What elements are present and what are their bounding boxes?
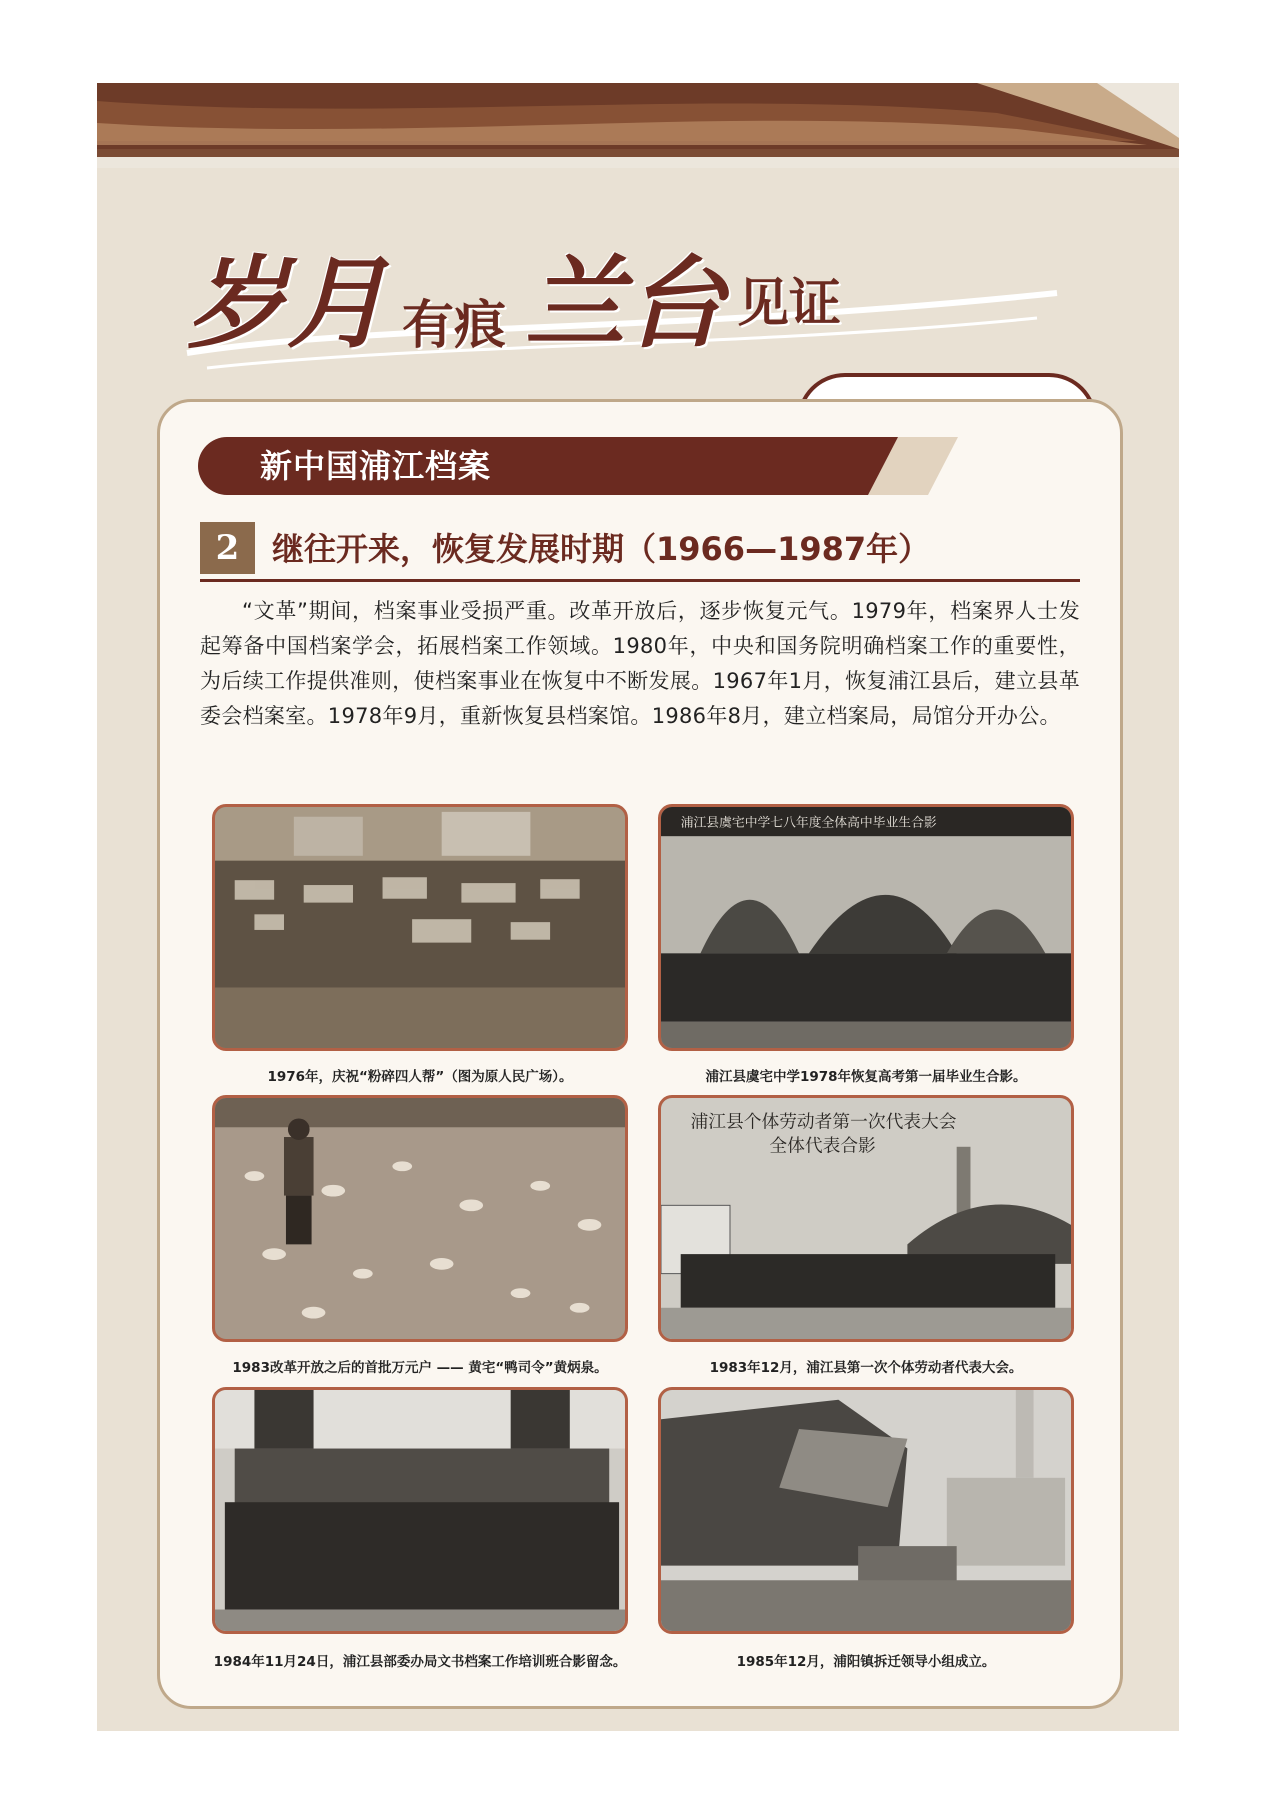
section-subtitle: 继往开来，恢复发展时期（1966—1987年）	[272, 530, 931, 568]
photo-training-class	[212, 1387, 628, 1634]
title-part-2: 有痕	[402, 295, 507, 356]
title-part-4: 见证	[737, 273, 842, 334]
photo-graduates-group	[658, 804, 1074, 1051]
photo-2-inscription: 浦江县虞宅中学七八年度全体高中毕业生合影	[680, 815, 937, 831]
photo-caption: 1984年11月24日，浦江县部委办局文书档案工作培训班合影留念。	[213, 1654, 627, 1670]
photo-caption: 1983改革开放之后的首批万元户 —— 黄宅“鸭司令”黄炳泉。	[232, 1360, 608, 1376]
photo-caption: 1983年12月，浦江县第一次个体劳动者代表大会。	[709, 1360, 1023, 1376]
top-wave-band	[97, 83, 1179, 168]
poster	[97, 83, 1179, 1731]
photo-caption: 1985年12月，浦阳镇拆迁领导小组成立。	[736, 1654, 996, 1670]
title-part-1: 岁月	[187, 244, 387, 362]
photo-demolition-team	[658, 1387, 1074, 1634]
photo-duck-farmer	[212, 1095, 628, 1342]
photo-caption: 浦江县虞宅中学1978年恢复高考第一届毕业生合影。	[705, 1069, 1027, 1085]
title-part-3: 兰台	[525, 244, 725, 362]
photo-delegates-meeting	[658, 1095, 1074, 1342]
subtitle-underline	[200, 579, 1080, 582]
section-title: 新中国浦江档案	[260, 447, 492, 485]
section-number: 2	[200, 522, 255, 574]
photo-caption: 1976年，庆祝“粉碎四人帮”（图为原人民广场）。	[267, 1069, 573, 1085]
content-panel	[157, 399, 1123, 1709]
photo-4-inscription-1: 浦江县个体劳动者第一次代表大会	[690, 1112, 957, 1133]
section-body: “文革”期间，档案事业受损严重。改革开放后，逐步恢复元气。1979年，档案界人士发起筹备中国档案学会，拓展档案工作领域。1980年，中央和国务院明确档案工作的重要性，为后续工作提供准则，使档案事业在恢复中不断发展。1967年1月，恢复浦江县后，建立县革委会档案室。1978年9月，重新恢复县档案馆。1986年8月，建立档案局，局馆分开办公。	[200, 599, 1080, 728]
photo-4-inscription-2: 全体代表合影	[769, 1136, 876, 1157]
photo-celebration-crowd	[212, 804, 628, 1051]
